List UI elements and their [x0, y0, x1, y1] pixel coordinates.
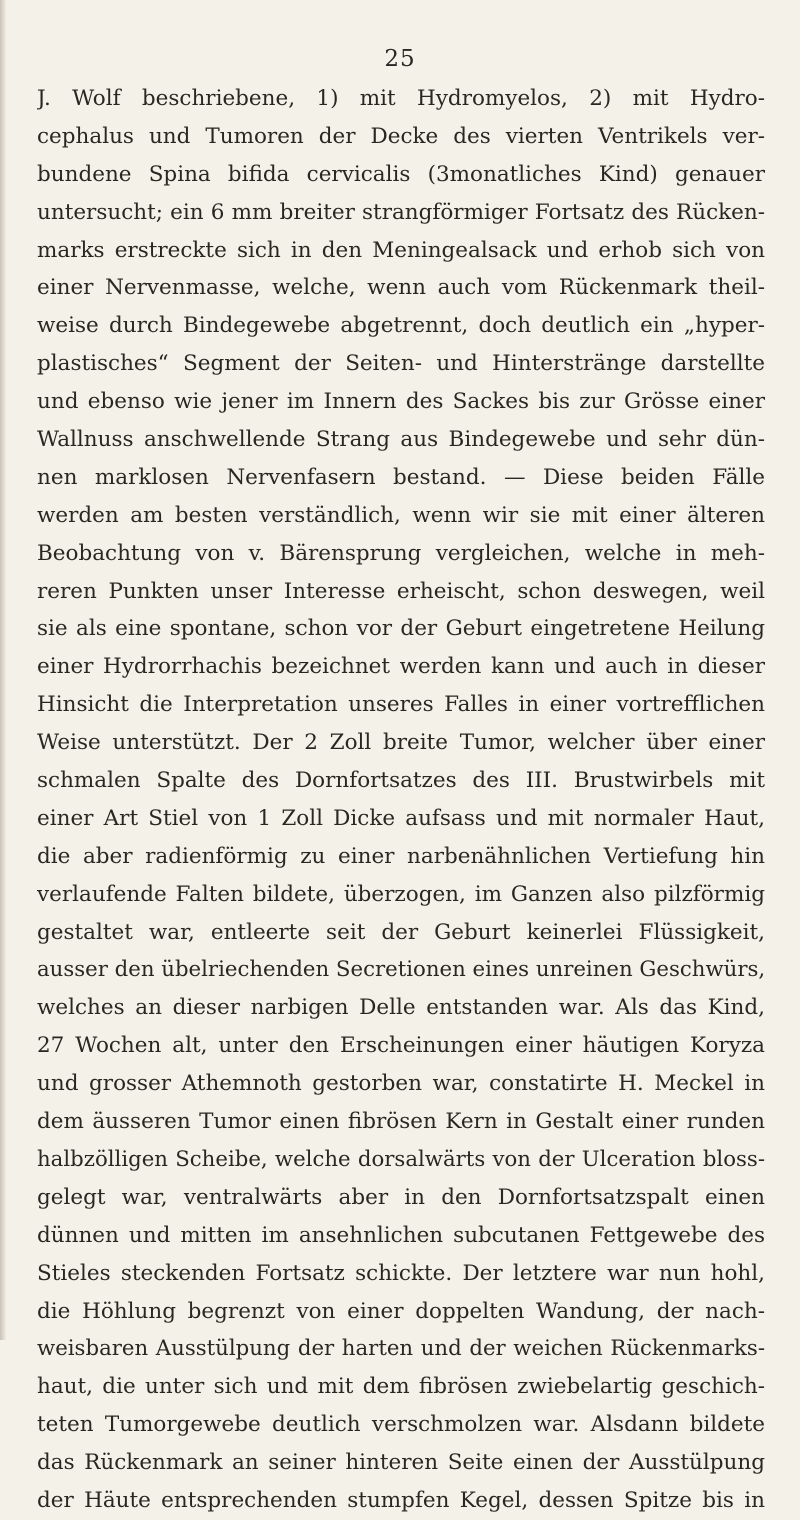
text-line: das Rückenmark an seiner hinteren Seite einen der Ausstülpung [37, 1450, 765, 1476]
text-line: gelegt war, ventralwärts aber in den Dornfortsatzspalt einen [37, 1184, 765, 1210]
body-text [37, 80, 765, 1520]
text-line: der Häute entsprechenden stumpfen Kegel, dessen Spitze bis in [37, 1487, 765, 1513]
text-line: plastisches“ Segment der Seiten- und Hinterstränge darstellte [37, 351, 765, 377]
text-line: bundene Spina bifida cervicalis (3monatliches Kind) genauer [37, 161, 765, 187]
text-line: und ebenso wie jener im Innern des Sackes bis zur Grösse einer [37, 389, 765, 415]
text-line: einer Nervenmasse, welche, wenn auch vom Rückenmark theil- [37, 275, 765, 301]
text-line: Weise unterstützt. Der 2 Zoll breite Tumor, welcher über einer [37, 730, 765, 756]
text-line: haut, die unter sich und mit dem fibrösen zwiebelartig geschich- [37, 1374, 765, 1400]
page-number: 25 [384, 46, 416, 72]
text-line: J. Wolf beschriebene, 1) mit Hydromyelos, 2) mit Hydro- [37, 86, 765, 111]
text-line: die Höhlung begrenzt von einer doppelten Wandung, der nach- [37, 1298, 765, 1324]
text-line: Beobachtung von v. Bärensprung vergleichen, welche in meh- [37, 540, 765, 566]
text-line: dem äusseren Tumor einen fibrösen Kern in Gestalt einer runden [37, 1109, 765, 1135]
text-line: teten Tumorgewebe deutlich verschmolzen war. Alsdann bildete [37, 1412, 765, 1438]
text-line: einer Hydrorrhachis bezeichnet werden kann und auch in dieser [37, 654, 765, 680]
text-line: welches an dieser narbigen Delle entstanden war. Als das Kind, [37, 995, 765, 1021]
text-line: weisbaren Ausstülpung der harten und der weichen Rückenmarks- [37, 1336, 765, 1362]
text-line: nen marklosen Nervenfasern bestand. — Diese beiden Fälle [37, 464, 765, 490]
text-line: und grosser Athemnoth gestorben war, constatirte H. Meckel in [37, 1071, 765, 1097]
text-line: einer Art Stiel von 1 Zoll Dicke aufsass und mit normaler Haut, [37, 805, 765, 831]
text-line: halbzölligen Scheibe, welche dorsalwärts von der Ulceration bloss- [37, 1146, 765, 1172]
text-line: sie als eine spontane, schon vor der Geburt eingetretene Heilung [37, 616, 765, 642]
text-line: marks erstreckte sich in den Meningealsack und erhob sich von [37, 237, 765, 263]
page-edge-shadow [0, 0, 6, 1340]
text-line: gestaltet war, entleerte seit der Geburt keinerlei Flüssigkeit, [37, 919, 765, 945]
text-line: 27 Wochen alt, unter den Erscheinungen einer häutigen Koryza [37, 1033, 765, 1059]
text-line: dünnen und mitten im ansehnlichen subcutanen Fettgewebe des [37, 1222, 765, 1248]
text-line: schmalen Spalte des Dornfortsatzes des III. Brustwirbels mit [37, 768, 765, 794]
text-line: werden am besten verständlich, wenn wir sie mit einer älteren [37, 502, 765, 528]
text-line: weise durch Bindegewebe abgetrennt, doch deutlich ein „hyper- [37, 313, 765, 339]
text-line: untersucht; ein 6 mm breiter strangförmiger Fortsatz des Rücken- [37, 199, 765, 225]
text-line: Wallnuss anschwellende Strang aus Bindegewebe und sehr dün- [37, 427, 765, 453]
text-line: ausser den übelriechenden Secretionen eines unreinen Geschwürs, [37, 957, 765, 983]
text-line: Hinsicht die Interpretation unseres Falles in einer vortrefflichen [37, 692, 765, 718]
text-line: Stieles steckenden Fortsatz schickte. Der letztere war nun hohl, [37, 1260, 765, 1286]
text-line: verlaufende Falten bildete, überzogen, im Ganzen also pilzförmig [37, 881, 765, 907]
text-line: reren Punkten unser Interesse erheischt, schon deswegen, weil [37, 578, 765, 604]
text-line: cephalus und Tumoren der Decke des vierten Ventrikels ver- [37, 123, 765, 149]
text-line: die aber radienförmig zu einer narbenähnlichen Vertiefung hin [37, 843, 765, 869]
